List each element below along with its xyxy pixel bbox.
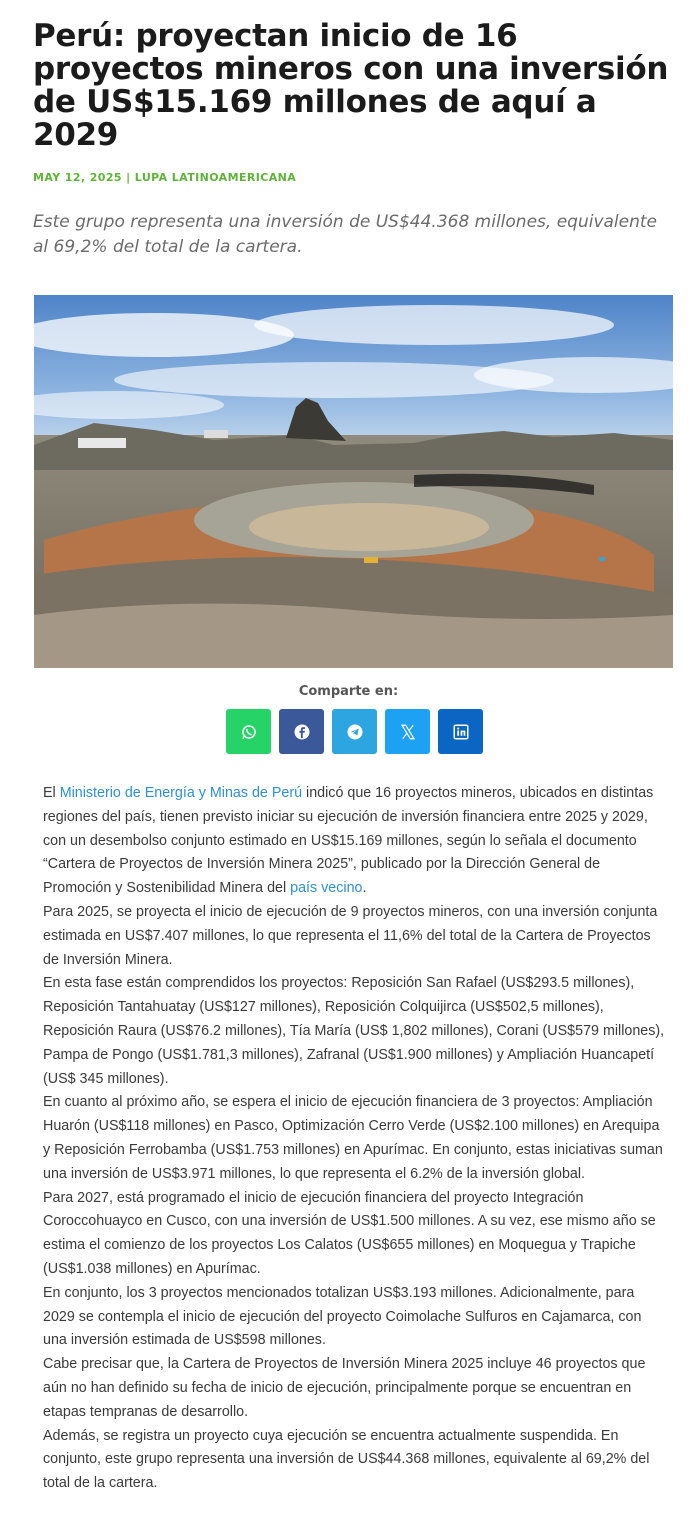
share-buttons [226,709,483,754]
ministry-link[interactable]: Ministerio de Energía y Minas de Perú [59,785,303,801]
hero-image-mine [34,295,673,668]
paragraph-4: En cuanto al próximo año, se espera el inicio de ejecución financiera de 3 proyectos: Ampliación Huarón (US$118 millones) en Pasco, Optimización Cerro Verde (US$2.100 millones) en Arequipa y Reposición Ferrobamba (US$1.753 millones) en Apurímac. En conjunto, estas iniciativas suman una inversión de US$3.971 millones, lo que representa el 6.2% de la inversión global. [43,1094,663,1182]
telegram-icon [346,723,364,741]
share-whatsapp-button[interactable] [226,709,271,754]
whatsapp-icon [240,723,258,741]
share-facebook-button[interactable] [279,709,324,754]
linkedin-icon [452,723,470,741]
paragraph-5: Para 2027, está programado el inicio de ejecución financiera del proyecto Integración Coroccohuayco en Cusco, con una inversión de US$1.500 millones. A su vez, ese mismo año se estima el comienzo de los proyectos Los Calatos (US$655 millones) en Moquegua y Trapiche (US$1.038 millones) en Apurímac. [43,1189,656,1277]
share-x-button[interactable] [385,709,430,754]
paragraph-7: Cabe precisar que, la Cartera de Proyectos de Inversión Minera 2025 incluye 46 proyectos que aún no han definido su fecha de inicio de ejecución, principalmente porque se encuentran en etapas tempranas de desarrollo. [43,1356,646,1420]
share-label: Comparte en: [298,684,399,699]
facebook-icon [293,723,311,741]
paragraph-8: Además, se registra un proyecto cuya ejecución se encuentra actualmente suspendida. En conjunto, este grupo representa una inversión de US$44.368 millones, equivalente al 69,2% del total de la cartera. [43,1427,650,1492]
paragraph-1 [43,782,668,901]
x-icon [399,723,417,741]
share-telegram-button[interactable] [332,709,377,754]
paragraph-3: En esta fase están comprendidos los proyectos: Reposición San Rafael (US$293.5 millones), Reposición Tantahuatay (US$127 millones), Reposición Colquijirca (US$502,5 millones), Reposición Raura (US$76.2 millones), Tía María (US$ 1,802 millones), Corani (US$579 millones), Pampa de Pongo (US$1.781,3 millones), Zafranal (US$1.900 millones) y Ampliación Huancapetí (US$ 345 millones). [43,975,665,1087]
article-lead: Este grupo representa una inversión de US$44.368 millones, equivalente al 69,2% del total de la cartera. [33,212,658,257]
paragraph-1-text-a: El [43,785,60,801]
article-title: Perú: proyectan inicio de 16 proyectos mineros con una inversión de US$15.169 millones de aquí a 2029 [33,18,669,153]
article-body [43,782,668,1496]
article-meta[interactable]: MAY 12, 2025 | LUPA LATINOAMERICANA [33,171,297,184]
pais-vecino-link[interactable]: país vecino [290,880,363,897]
paragraph-1-text-c: . [362,880,367,897]
paragraph-2: Para 2025, se proyecta el inicio de ejecución de 9 proyectos mineros, con una inversión conjunta estimada en US$7.407 millones, lo que representa el 11,6% del total de la Cartera de Proyectos de Inversión Minera. [43,903,658,968]
share-linkedin-button[interactable] [438,709,483,754]
paragraph-1-text-b: indicó que 16 proyectos mineros, ubicados en distintas regiones del país, tienen previsto iniciar su ejecución de inversión financiera entre 2025 y 2029, con un desembolso conjunto estimado en US$15.169 millones, según lo señala el documento “Cartera de Proyectos de Inversión Minera 2025”, publicado por la Dirección General de Promoción y Sostenibilidad Minera del [43,785,654,897]
paragraph-6: En conjunto, los 3 proyectos mencionados totalizan US$3.193 millones. Adicionalmente, para 2029 se contempla el inicio de ejecución del proyecto Coimolache Sulfuros en Cajamarca, con una inversión estimada de US$598 millones. [43,1284,642,1349]
